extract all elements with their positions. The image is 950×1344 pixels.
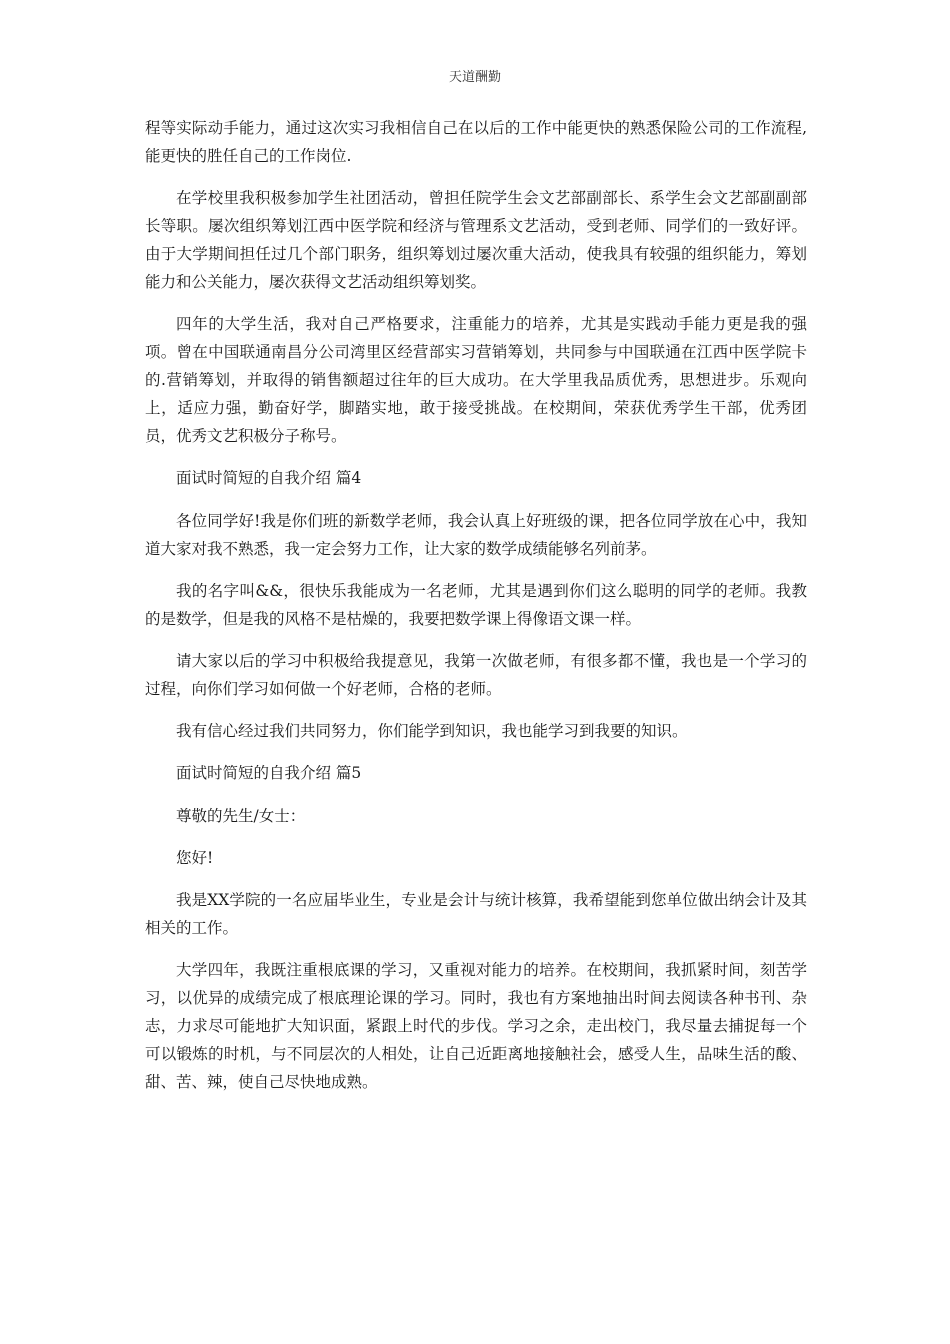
paragraph: 程等实际动手能力，通过这次实习我相信自己在以后的工作中能更快的熟悉保险公司的工作流程,能更快的胜任自己的工作岗位. <box>145 119 807 165</box>
salutation: 尊敬的先生/女士： <box>176 807 306 825</box>
paragraph: 我有信心经过我们共同努力，你们能学到知识，我也能学习到我要的知识。 <box>176 722 688 740</box>
paragraph: 四年的大学生活，我对自己严格要求，注重能力的培养，尤其是实践动手能力更是我的强项。曾在中国联通南昌分公司湾里区经营部实习营销筹划，共同参与中国联通在江西中医学院卡的.营销筹划，并取得的销售额超过往年的巨大成功。在大学里我品质优秀，思想进步。乐观向上，适应力强，勤奋好学，脚踏实地，敢于接受挑战。在校期间，荣获优秀学生干部，优秀团员，优秀文艺积极分子称号。 <box>145 315 807 445</box>
paragraph: 我的名字叫&&，很快乐我能成为一名老师，尤其是遇到你们这么聪明的同学的老师。我教的是数学，但是我的风格不是枯燥的，我要把数学课上得像语文课一样。 <box>145 582 807 628</box>
paragraph: 在学校里我积极参加学生社团活动，曾担任院学生会文艺部副部长、系学生会文艺部副副部长等职。屡次组织筹划江西中医学院和经济与管理系文艺活动，受到老师、同学们的一致好评。由于大学期间担任过几个部门职务，组织筹划过屡次重大活动，使我具有较强的组织能力，筹划能力和公关能力，屡次获得文艺活动组织筹划奖。 <box>145 189 807 291</box>
greeting: 您好! <box>176 849 214 867</box>
page-header: 天道酬勤 <box>448 70 501 85</box>
section-heading: 面试时简短的自我介绍 篇4 <box>176 469 362 487</box>
section-heading: 面试时简短的自我介绍 篇5 <box>176 764 362 782</box>
paragraph: 请大家以后的学习中积极给我提意见，我第一次做老师，有很多都不懂，我也是一个学习的过程，向你们学习如何做一个好老师，合格的老师。 <box>145 652 807 698</box>
document-body <box>145 114 807 1110</box>
paragraph: 各位同学好!我是你们班的新数学老师，我会认真上好班级的课，把各位同学放在心中，我知道大家对我不熟悉，我一定会努力工作，让大家的数学成绩能够名列前茅。 <box>145 512 807 558</box>
paragraph: 我是XX学院的一名应届毕业生，专业是会计与统计核算，我希望能到您单位做出纳会计及其相关的工作。 <box>145 891 807 937</box>
paragraph: 大学四年，我既注重根底课的学习，又重视对能力的培养。在校期间，我抓紧时间，刻苦学习，以优异的成绩完成了根底理论课的学习。同时，我也有方案地抽出时间去阅读各种书刊、杂志，力求尽可能地扩大知识面，紧跟上时代的步伐。学习之余，走出校门，我尽量去捕捉每一个可以锻炼的时机，与不同层次的人相处，让自己近距离地接触社会，感受人生，品味生活的酸、甜、苦、辣，使自己尽快地成熟。 <box>145 961 807 1091</box>
